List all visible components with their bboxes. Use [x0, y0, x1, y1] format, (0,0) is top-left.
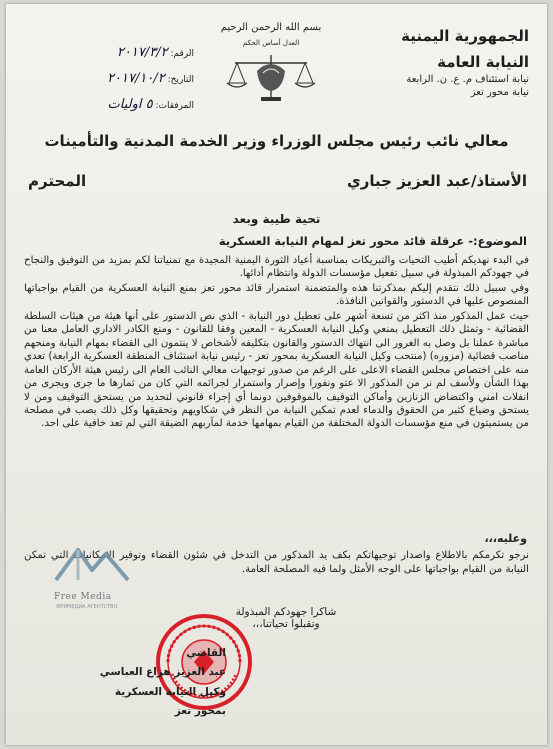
- reference-value: ٢٠١٧/٣/٢: [116, 45, 168, 60]
- addressee-honorific: المحترم: [28, 172, 87, 190]
- scales-emblem-icon: [223, 49, 319, 105]
- watermark-logo-icon: [52, 540, 132, 592]
- date-value: ٢٠١٧/١٠/٢: [107, 71, 165, 86]
- body-paragraph: في البدء نهديكم أطيب التحيات والتبريكات بمناسبة أعياد الثورة اليمنية المجيدة مع تمنياتنا لكم بمزيد من التوفيق والنجاح في جهودكم المبذولة في سبيل تفعيل مؤسسات الدولة وانتظام أدائها.: [24, 255, 529, 280]
- greeting: تحية طيبة وبعد: [232, 212, 321, 226]
- addressee-name: الأستاذ/عبد العزيز جباري: [347, 172, 527, 190]
- motto: العدل أساس الحكم: [242, 39, 300, 47]
- signatory-position: وكيل النيابة العسكرية: [114, 685, 226, 698]
- basmala: بسم الله الرحمن الرحيم: [220, 22, 322, 33]
- letter-title: معالي نائب رئيس مجلس الوزراء وزير الخدمة المدنية والتأمينات: [44, 132, 509, 150]
- letterhead-center: [206, 22, 336, 105]
- attachments-value: ٥ اوليات: [107, 97, 153, 112]
- signature-block: [46, 644, 226, 722]
- reference-row: [24, 40, 194, 66]
- date-label: التاريخ:: [167, 75, 194, 85]
- closing-word: وعليه،،،: [484, 532, 527, 545]
- letter-subject: الموضوع:- عرقلة قائد محور تعز لمهام النيابة العسكرية: [218, 234, 527, 248]
- signatory-rank: القاضي: [186, 647, 226, 659]
- watermark-sub: ФРИМЕДИА АГЕНТСТВО: [56, 604, 118, 610]
- request-paragraph: نرجو تكرمكم بالاطلاع واصدار توجيهاتكم بكف يد المذكور من التدخل في شئون القضاء وتوفير الامكانيات التي تمكن النيابة من القيام بواجباتها على الوجه الأمثل ولما فيه المصلحة العامة.: [24, 550, 529, 575]
- letter-body: [24, 254, 529, 432]
- watermark-name: Free Media: [54, 592, 112, 602]
- signatory-name: عبد العزيز هزاع العباسي: [99, 666, 226, 679]
- thanks-line: شاكرا جهودكم المبذولة: [235, 606, 337, 618]
- document-page: [6, 4, 547, 745]
- body-paragraph: وفي سبيل ذلك نتقدم إليكم بمذكرتنا هذه والمتضمنة استمرار قائد محور تعز بمنع النيابة العسكرية من القيام بواجباتها المنصوص عليها في الدستور والقوانين النافذة.: [24, 282, 529, 308]
- regards-line: وتقبلوا تحياتنا،،،: [252, 618, 320, 630]
- letter-meta: [24, 40, 194, 118]
- attachments-label: المرفقات:: [155, 101, 194, 111]
- prosecution-name: النيابة العامة: [437, 53, 529, 72]
- letterhead-right: [379, 26, 529, 100]
- deputy-line: نيابة استئناف م. ع. ن. الرابعة: [406, 73, 529, 85]
- date-row: [24, 66, 194, 92]
- signatory-place: بمحور تعز: [174, 705, 226, 718]
- attachments-row: [24, 92, 194, 118]
- body-paragraph: حيث عمل المذكور منذ اكثر من تسعة أشهر على تعطيل دور النيابة - الذي نص الدستور على أنها هيئة من هيئات السلطة القضائية - وتمثل ذلك التعطيل بمنعي وكيل النيابة العسكرية - المعين وفقا للقانون - ومنع الكادر الاداري العامل معنا من مباشرة عملنا بل وصل به الغرور الى انتهاك الدستور والقانون بتكليفه لأشخاص لا ينتمون الى القضاء بمهام النيابة ومنحهم مناصب قضائية (مزوره) (منتحب وكيل النيابة العسكرية بمحور تعز - رئيس نيابة استئناف المنطقة العسكرية الرابعة) تعدي منه على اختصاص مجلس القضاء الاعلى على الرغم من صدور توجيهات معالي النائب العام الى رئيس هيئة الأركان العامة بهذا الشأن ولأسف لم نر من المذكور الا عتو ونفورا وإصرار واستمرار لجرائمه التي كان من ثمارها ما جرى ويجرى من انفلات امني واكتضاض الزنازين وأماكن التوقيف بالموقوفين دونما أي إجراء قانوني لتحديد من يستحق التوقيف ومن لا يستحق وضياع كثير من الحقوق والدماء لعدم تمكين النيابة من النظر في شكاويهم وتحقيقها وكل ذلك يصب في مصلحة من يستميتون في منع مؤسسات الدولة المختلفة من القيام بمهامها خدمة لمآربهم الضيقة التي لم تعد خافية على احد.: [24, 310, 529, 430]
- republic-name: الجمهورية اليمنية: [401, 27, 529, 45]
- addressee-line: [28, 172, 527, 196]
- prosecution-line: نيابة محور تعز: [470, 87, 529, 98]
- reference-label: الرقم:: [170, 49, 194, 59]
